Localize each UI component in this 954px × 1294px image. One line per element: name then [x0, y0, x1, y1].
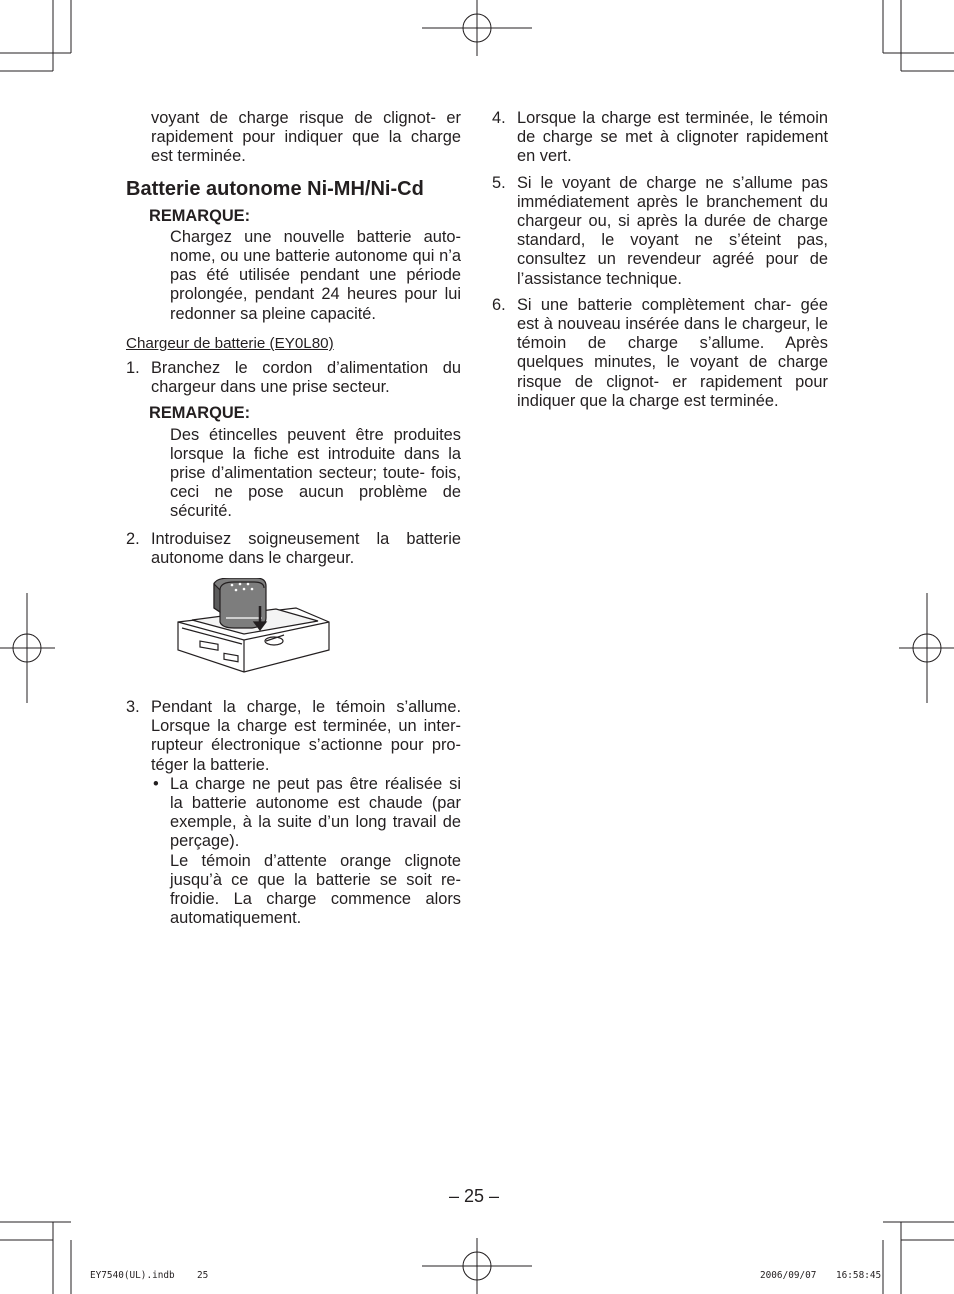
charger-drawing: [126, 578, 461, 688]
section-heading: Batterie autonome Ni-MH/Ni-Cd: [126, 177, 424, 200]
bullet-text: Le témoin d’attente orange clignote jusqu’à ce que la batterie se soit re- froidie. La charge commence alors automatiquement.: [170, 851, 461, 928]
bullet-text: La charge ne peut pas être réalisée si la batterie autonome est chaude (par exemple, à la suite d’un long travail de perçage).: [170, 774, 461, 851]
left-column: [126, 109, 461, 929]
note-title: REMARQUE:: [149, 404, 251, 423]
note-title: REMARQUE:: [149, 206, 251, 225]
footer-date: 2006/09/07: [760, 1270, 817, 1281]
footer-page: 25: [197, 1270, 209, 1281]
step-number: 1.: [126, 359, 140, 378]
step-number: 2.: [126, 529, 140, 548]
charger-illustration: [126, 578, 461, 688]
page-number: – 25 –: [449, 1186, 500, 1206]
step-number: 6.: [492, 295, 506, 314]
note-text: Chargez une nouvelle batterie auto- nome, ou une batterie autonome qui n’a pas été utilisée pendant une période prolongée, pendant 24 heures pour lui redonner sa pleine capacité.: [170, 227, 461, 323]
step-text: Introduisez soigneusement la batterie autonome dans le chargeur.: [151, 529, 461, 567]
step-number: 5.: [492, 173, 506, 192]
footer-file: EY7540(UL).indb: [90, 1270, 175, 1281]
step-item: [492, 174, 828, 289]
step-item: [126, 359, 461, 397]
step-item: [126, 530, 461, 568]
step-text: Si le voyant de charge ne s’allume pas immédiatement après le branchement du chargeur ou, si après la durée de charge standard, le voyant ne s’éteint pas, consultez un revendeur agréé pour de l’assistance technique.: [517, 173, 828, 288]
step-text: Lorsque la charge est terminée, le témoin de charge se met à clignoter rapidement en vert.: [517, 109, 828, 166]
step-item: [492, 109, 828, 167]
bullet-item: [126, 775, 461, 929]
note-text: Des étincelles peuvent être produites lorsque la fiche est introduite dans la prise d’alimentation secteur; toute- fois, ceci ne pose aucun problème de sécurité.: [170, 425, 461, 521]
step-text: Pendant la charge, le témoin s’allume. Lorsque la charge est terminée, un inter- rupteur électronique s’actionne pour pro- téger la batterie.: [151, 698, 461, 774]
step-item: [492, 296, 828, 411]
right-column: [492, 109, 828, 418]
step-text: Branchez le cordon d’alimentation du chargeur dans une prise secteur.: [151, 359, 461, 397]
bullet-symbol: •: [153, 774, 159, 793]
footer-time: 16:58:45: [836, 1270, 882, 1281]
step-number: 3.: [126, 698, 140, 717]
step-item: [126, 698, 461, 775]
step-number: 4.: [492, 109, 506, 127]
step-text: Si une batterie complètement char- gée est à nouveau insérée dans le chargeur, le témoin de charge s’allume. Après quelques minutes, le voyant de charge risque de clignot- er rapidement pour indiquer que la charge est terminée.: [517, 295, 828, 410]
continuation-text: voyant de charge risque de clignot- er rapidement pour indiquer que la charge est terminée.: [151, 109, 461, 166]
subsection-heading: Chargeur de batterie (EY0L80): [126, 334, 334, 352]
